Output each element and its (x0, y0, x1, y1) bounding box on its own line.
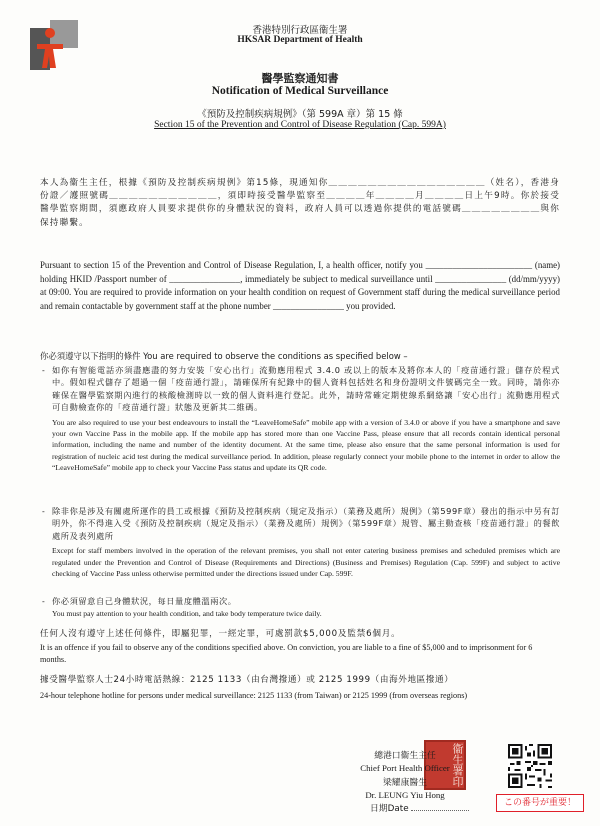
date-line (411, 800, 469, 811)
conditions-header: 你必須遵守以下指明的條件 You are required to observe the conditions as specified below – (40, 351, 408, 361)
section-reference-en: Section 15 of the Prevention and Control of Disease Regulation (Cap. 599A) (154, 120, 446, 130)
signatory-title-en: Chief Port Health Officer (360, 763, 450, 773)
date-field[interactable] (370, 800, 490, 814)
condition-item (42, 505, 560, 579)
bullet-icon: - (42, 365, 45, 375)
condition-text-zh: 除非你是涉及有關處所運作的員工或根據《預防及控制疾病（規定及指示）（業務及處所）規例》（第599F章）發出的指示中另有訂明外，你不得進入受《預防及控制疾病（規定及指示）（業務及處所）規例》（第599F章）規管、屬主動查核「疫苗通行證」的餐飲處所及表列處所 (52, 506, 560, 541)
department-name-zh: 香港特別行政區衞生署 (252, 25, 348, 36)
hotline-en: 24-hour telephone hotline for persons under medical surveillance: 2125 1133 (from Taiwan) or 2125 1999 (from overseas regions) (40, 691, 468, 700)
condition-item (42, 364, 560, 474)
condition-text-zh: 如你有智能電話亦須盡應盡的努力安裝「安心出行」流動應用程式 3.4.0 或以上的版本及將你本人的「疫苗通行證」儲存於程式中。假如程式儲存了超過一個「疫苗通行證」，請確保所有紀錄中的個人資料包括姓名和身份證明文件號碼完全一致。同時，請你亦確保在醫學監察期內進行的核酸檢測時以一致的個人資料進行登記。此外，請時常確定期使線系網絡讓「安心出行」流動應用程式可自動檢查你的「疫苗通行證」狀態及更新其二維碼。 (52, 365, 560, 413)
condition-item (42, 595, 560, 620)
bullet-icon: - (42, 506, 45, 516)
important-number-note: この番号が重要！ (496, 794, 584, 812)
hotline-zh: 據受醫學監察人士24小時電話熱線：2125 1133（由台灣撥通）或 2125 1999（由海外地區撥通） (40, 675, 454, 685)
signatory-name-en: Dr. LEUNG Yiu Hong (365, 790, 445, 800)
section-reference-zh: 《預防及控制疾病規例》（第 599A 章）第 15 條 (197, 109, 403, 120)
date-label: 日期Date (370, 804, 409, 814)
condition-text-zh: 你必須留意自己身體狀況，每日量度體溫兩次。 (52, 596, 237, 606)
intro-paragraph-en: Pursuant to section 15 of the Prevention and Control of Disease Regulation, I, a health officer, notify you ________________________ (name) holding HKID /Passport number of ________________, immediately be subject to medical surveillance until ________________ (dd/mm/yyyy) at 09:00. You are required to provide information on your health condition on request of Government staff during the medical surveillance period and remain contactable by government staff at the phone number ________________ you provided. (40, 260, 560, 311)
official-seal: 衞生署印 (424, 740, 466, 790)
condition-text-en: Except for staff members involved in the operation of the relevant premises, you shall not enter catering business premises and scheduled premises which are regulated under the Prevention and Control of Disease (Requirements and Directions) (Business and Premises) Regulation (Cap. 599F) and subject to active checking of Vaccine Pass unless otherwise permitted under the directions issued under Cap. 599F. (52, 546, 560, 579)
document-title-zh: 醫學監察通知書 (261, 72, 339, 85)
bullet-icon: - (42, 596, 45, 606)
condition-text-en: You must pay attention to your health condition, and take body temperature twice daily. (52, 609, 322, 619)
document-title-en: Notification of Medical Surveillance (211, 85, 389, 97)
intro-paragraph-zh: 本人為衞生主任，根據《預防及控制疾病規例》第15條，現通知你＿＿＿＿＿＿＿＿＿＿＿＿＿＿＿＿（姓名），香港身份證／護照號碼＿＿＿＿＿＿＿＿＿＿＿，須即時接受醫學監察至＿＿＿＿年＿＿＿＿月＿＿＿＿日上午9時。你於接受醫學監察期間，須應政府人員要求提供你的身體狀況的資料，政府人員可以透過你提供的電話號碼＿＿＿＿＿＿＿＿與你保持聯繫。 (40, 178, 560, 228)
qr-code-icon[interactable] (508, 744, 552, 788)
signature-block (330, 748, 480, 800)
offence-notice-en: It is an offence if you fail to observe any of the conditions specified above. On conviction, you are liable to a fine of $5,000 and to imprisonment for 6 months. (40, 643, 533, 664)
offence-notice-zh: 任何人沒有遵守上述任何條件，即屬犯罪，一經定罪，可處罰款$5,000及監禁6個月。 (40, 629, 401, 639)
signatory-name-zh: 梁耀康醫生 (383, 778, 427, 788)
condition-text-en: You are also required to use your best endeavours to install the “LeaveHomeSafe” mobile app with a version of 3.4.0 or above if you have a smartphone and save your own Vaccine Pass in the mobile app. If the mobile app has stored more than one Vaccine Pass, please ensure that all records contain identical personal information, including the name and number of the identity document. At the same time, please also ensure that the same personal information is used for registration of nucleic acid test during the medical surveillance period. In addition, please regularly connect your mobile phone to the internet in order to allow the “LeaveHomeSafe” mobile app to check your Vaccine Pass status and update its QR code. (52, 417, 560, 473)
department-name-en: HKSAR Department of Health (237, 35, 363, 45)
signatory-title-zh: 總港口衞生主任 (374, 751, 436, 761)
